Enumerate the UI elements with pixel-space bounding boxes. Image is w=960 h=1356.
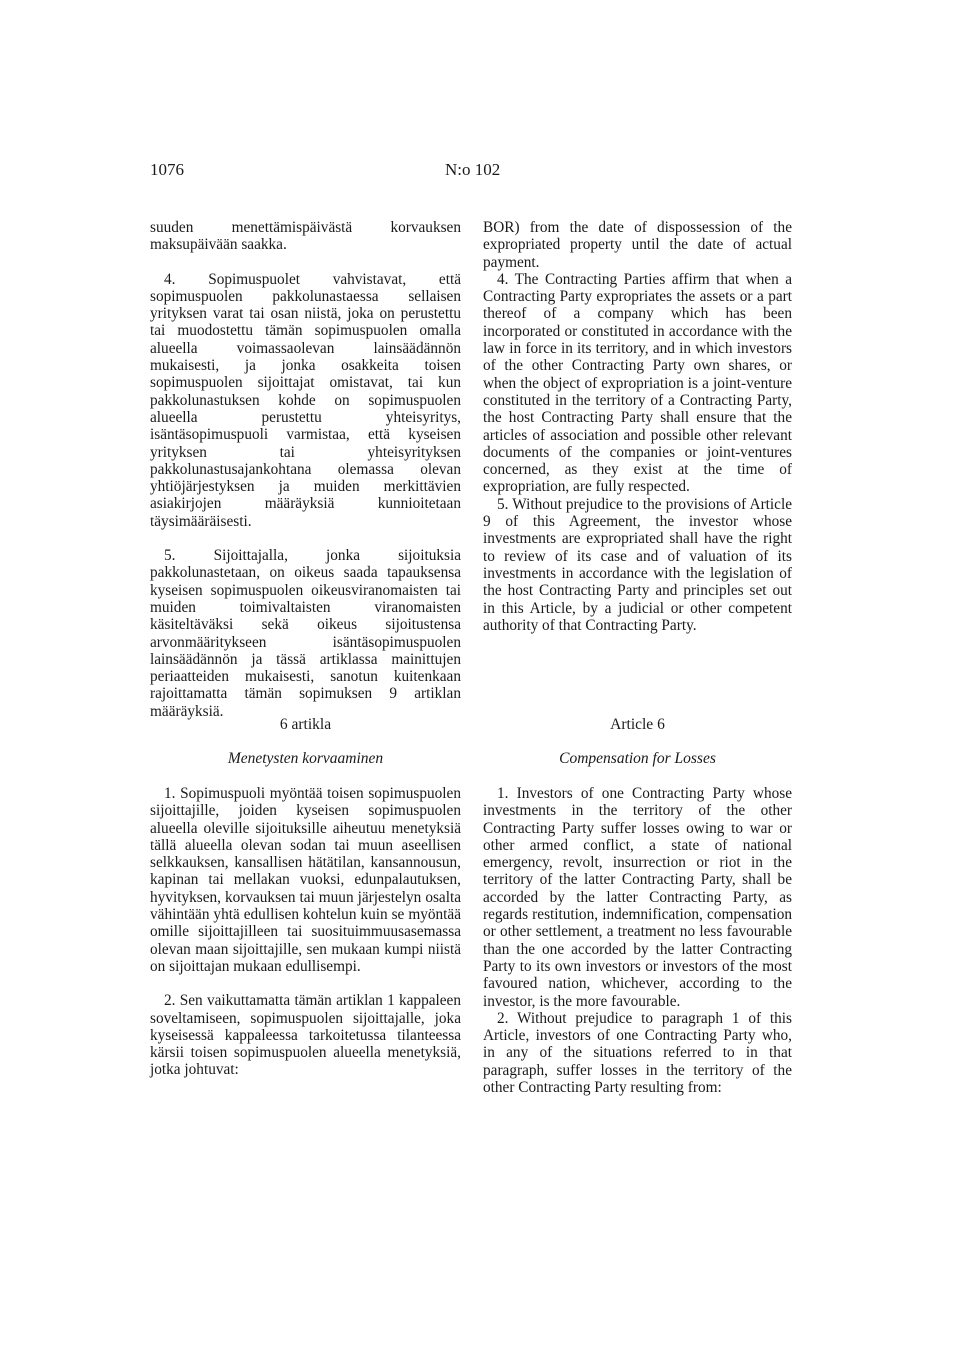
english-column-lower bbox=[483, 785, 792, 1096]
fi-paragraph-5: 5. Sijoittajalla, jonka sijoituksia pakkolunastetaan, on oikeus saada tapauksensa kyseisen sopimuspuolen oikeusviranomaisten tai muiden toimivaltaisten viranomaisten käsiteltäväksi sekä oikeus sijoitustensa arvonmääritykseen isäntäsopimuspuolen lainsäädännön ja tässä artiklassa mainittujen periaatteiden mukaisesti, sanotun kuitenkaan rajoittamatta tämän sopimuksen 9 artiklan määräyksiä. bbox=[150, 547, 461, 720]
page-number: 1076 bbox=[150, 160, 184, 179]
fi-art6-paragraph-1: 1. Sopimuspuoli myöntää toisen sopimuspuolen sijoittajille, joiden kyseisen sopimuspuolen alueella oleville sijoituksille aiheutuu menetyksiä tällä alueella olevan sodan tai muun aseellisen selkkauksen, kansallisen hätätilan, kansannousun, kapinan tai mellakan vuoksi, edunpalautuksen, hyvityksen, korvauksen tai muun järjestelyn osalta vähintään yhtä edullisen kohtelun kuin se myöntää omille sijoittajilleen tai suosituimmuusasemassa olevan maan sijoittajille, sen mukaan kumpi niistä on sijoittajan mukaan edullisempi. bbox=[150, 785, 461, 975]
en-paragraph-5: 5. Without prejudice to the provisions of Article 9 of this Agreement, the investor whose investments are expropriated shall have the right to review of its case and of valuation of its investments in accordance with the legislation of the host Contracting Party and principles set out in this Article, by a judicial or other competent authority of that Contracting Party. bbox=[483, 495, 792, 634]
en-article-title: Compensation for Losses bbox=[559, 750, 716, 767]
fi-article-title: Menetysten korvaaminen bbox=[227, 750, 384, 767]
en-article-heading: Article 6 bbox=[610, 716, 665, 733]
fi-paragraph-4: 4. Sopimuspuolet vahvistavat, että sopimuspuolen pakkolunastaessa sellaisen yrityksen varat tai osan niistä, joka on perustettu tai muodostettu tämän sopimuspuolen omalla alueella voimassaolevan lainsäädännön mukaisesti, ja jonka osakkeita toisen sopimuspuolen sijoittajat omistavat, tai kun pakkolunastuksen kohde on sopimuspuolen alueella perustettu yhteisyritys, isäntäsopimuspuoli varmistaa, että kyseisen yrityksen tai yhteisyrityksen pakkolunastusajankohtana olemassa olevan yhtiöjärjestyksen ja muiden merkittävien asiakirjojen määräyksiä kunnioitetaan täysimääräisesti. bbox=[150, 270, 461, 530]
en-art6-paragraph-2: 2. Without prejudice to paragraph 1 of this Article, investors of one Contracting Party who, in any of the situations referred to in that paragraph, suffer losses in the territory of the other Contracting Party resulting from: bbox=[483, 1009, 792, 1097]
statute-number: N:o 102 bbox=[445, 160, 501, 179]
en-continuation: BOR) from the date of dispossession of the expropriated property until the date of actual payment. bbox=[483, 219, 792, 271]
en-art6-paragraph-1: 1. Investors of one Contracting Party whose investments in the territory of the other Contracting Party suffer losses owing to war or other armed conflict, a state of national emergency, revolt, insurrection or riot in the territory of the latter Contracting Party, shall be accorded by the latter Contracting Party, as regards restitution, indemnification, compensation or other settlement, a treatment no less favourable than the one accorded by the latter Contracting Party to its own investors or investors of the most favoured nation, whichever, according to the investor, is the more favourable. bbox=[483, 785, 792, 1010]
fi-continuation: suuden menettämispäivästä korvauksen maksupäivään saakka. bbox=[150, 219, 461, 254]
fi-article-heading: 6 artikla bbox=[279, 716, 332, 733]
fi-art6-paragraph-2: 2. Sen vaikuttamatta tämän artiklan 1 kappaleen soveltamiseen, sopimuspuolen sijoittajalle, joka kyseisessä kappaleessa tarkoitetussa tilanteessa kärsii toisen sopimuspuolen alueella menetyksiä, jotka johtuvat: bbox=[150, 992, 461, 1079]
finnish-column-lower bbox=[150, 785, 461, 1079]
english-column-upper bbox=[483, 219, 792, 634]
en-paragraph-4: 4. The Contracting Parties affirm that when a Contracting Party expropriates the assets or a part thereof of a company which has been incorporated or constituted in accordance with the law in force in its territory, and in which investors of the other Contracting Party own shares, or when the object of expropriation is a joint-venture constituted in the territory of a Contracting Party, the host Contracting Party shall ensure that the articles of association and possible other relevant documents of the companies or joint-ventures concerned, as they exist at the time of expropriation, are fully respected. bbox=[483, 270, 792, 496]
finnish-column-upper bbox=[150, 219, 461, 720]
